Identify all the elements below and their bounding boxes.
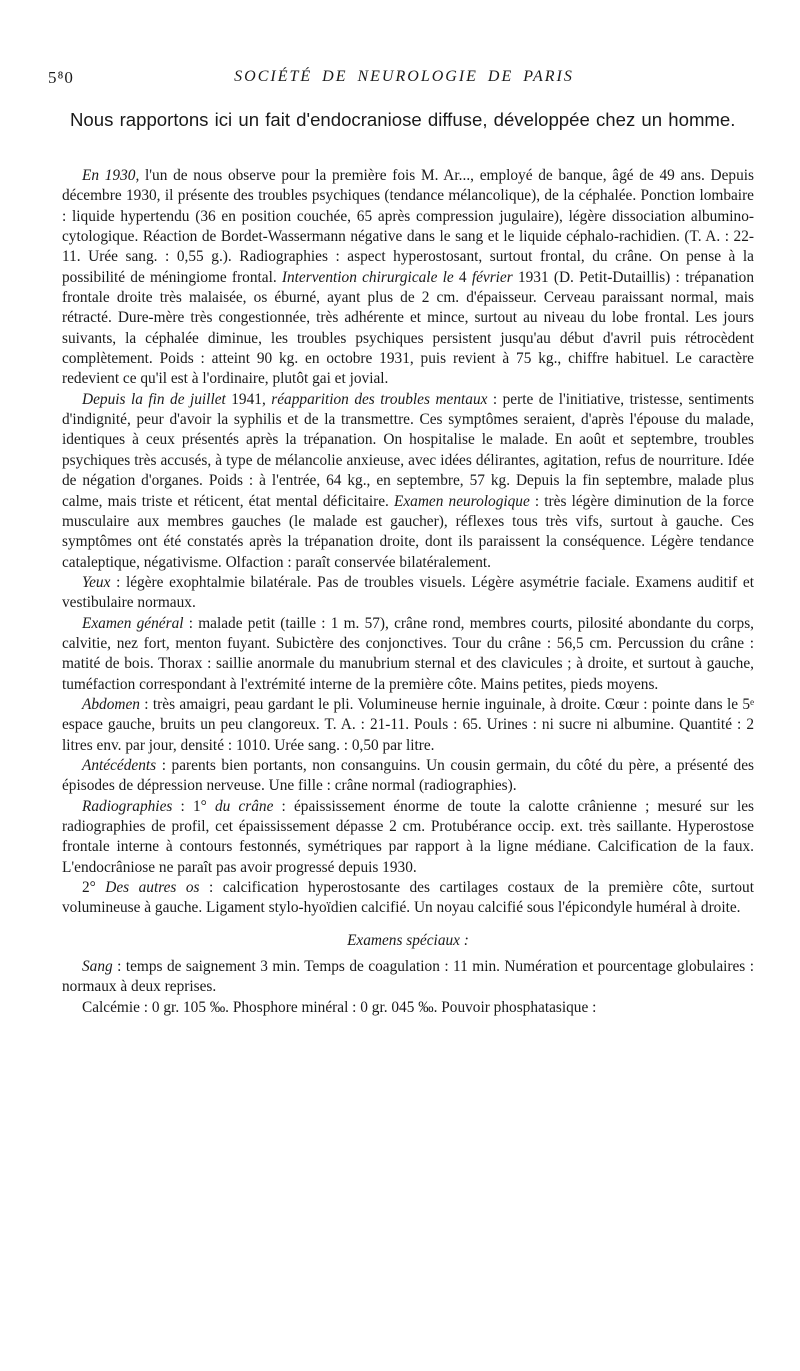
paragraph-radiographs-skull: Radiographies : 1° du crâne : épaississement énorme de toute la calotte crânienne ; mesuré sur les radiographies de profil, cet épaississement dépasse 2 cm. Protubérance occip. ext. très saillante. Hyperostose frontale interne à contours festonnés, symétriques par rapport à la ligne médiane. Calcification de la faux. L'endocrâniose ne paraît pas avoir progressé depuis 1930. xyxy=(62,797,754,876)
paragraph-radiographs-other: 2° Des autres os : calcification hyperostosante des cartilages costaux de la première côte, surtout volumineuse à gauche. Ligament stylo-hyoïdien calcifié. Un noyau calcifié sous l'épicondyle huméral à droite. xyxy=(62,879,754,917)
paragraph-blood: Sang : temps de saignement 3 min. Temps de coagulation : 11 min. Numération et pourcentage globulaires : normaux à deux reprises. xyxy=(62,958,754,996)
paragraph-history-family: Antécédents : parents bien portants, non consanguins. Un cousin germain, du côté du père, a présenté des épisodes de dépression nerveuse. Une fille : crâne normal (radiographies). xyxy=(62,756,754,795)
paragraph-history: En 1930, l'un de nous observe pour la première fois M. Ar..., employé de banque, âgé de 49 ans. Depuis décembre 1930, il présente des troubles psychiques (tendance mélancolique), de la céphalée. Ponction lombaire : liquide hypertendu (36 en position couchée, 65 après compression jugulaire), légère dissociation albumino-cytologique. Réaction de Bordet-Wassermann négative dans le sang et le liquide céphalo-rachidien. (T. A. : 22-11. Urée sang. : 0,55 g.). Radiographies : aspect hyperostosant, surtout frontal, du crâne. On pense à la possibilité de méningiome frontal. Intervention chirurgicale le 4 février 1931 (D. Petit-Dutaillis) : trépanation frontale droite très malaisée, os éburné, ayant plus de 2 cm. d'épaisseur. Cerveau paraissant normal, mais rétracté. Dure-mère très congestionnée, très adhérente et mince, surtout au niveau du lobe frontal. Les jours suivants, la céphalée diminue, les troubles psychiques persistent jusqu'au début d'avril puis rétrocèdent complètement. Poids : atteint 90 kg. en octobre 1931, puis revient à 75 kg., chiffre habituel. Le caractère redevient ce qu'il est à l'ordinaire, plutôt gai et jovial. xyxy=(62,167,755,388)
running-title: SOCIÉTÉ DE NEUROLOGIE DE PARIS xyxy=(234,68,574,85)
intro-sentence: Nous rapportons ici un fait d'endocraniose diffuse, développée chez un homme. xyxy=(70,109,736,130)
paragraph-eyes: Yeux : légère exophtalmie bilatérale. Pas de troubles visuels. Légère asymétrie faciale. Examens auditif et vestibulaire normaux. xyxy=(62,573,754,612)
page-header xyxy=(48,68,760,92)
paragraph-calcemia: Calcémie : 0 gr. 105 ‰. Phosphore minéral : 0 gr. 045 ‰. Pouvoir phosphatasique : xyxy=(82,998,597,1016)
paragraph-abdomen: Abdomen : très amaigri, peau gardant le pli. Volumineuse hernie inguinale, à droite. Cœur : pointe dans le 5ᵉ espace gauche, bruits un peu clangoreux. T. A. : 21-11. Pouls : 65. Urines : ni sucre ni albumine. Quantité : 2 litres env. par jour, densité : 1010. Urée sang. : 0,50 par litre. xyxy=(62,695,754,754)
page-number: 5⁸0 xyxy=(48,68,74,87)
paragraph-general-exam: Examen général : malade petit (taille : 1 m. 57), crâne rond, membres courts, pilosité abondante du corps, calvitie, nez fort, menton fuyant. Subictère des conjonctives. Tour du crâne : 56,5 cm. Percussion du crâne : matité de bois. Thorax : saillie anormale du manubrium sternal et des clavicules ; à droite, et surtout à gauche, tuméfaction correspondant à l'extrémité interne de la première côte. Mains petites, pieds moyens. xyxy=(62,614,755,693)
section-heading: Examens spéciaux : xyxy=(347,931,469,949)
paragraph-relapse: Depuis la fin de juillet 1941, réapparition des troubles mentaux : perte de l'initiative, tristesse, sentiments d'indignité, peur d'avoir la syphilis et de la transmettre. Ces symptômes seraient, d'après l'épouse du malade, identiques à ceux présentés après la trépanation. On hospitalise le malade. En août et septembre, troubles psychiques très accusés, à type de mélancolie anxieuse, avec idées délirantes, agitation, refus de nourriture. Idée de négation d'organes. Poids : à l'entrée, 64 kg., en septembre, 57 kg. Depuis la fin septembre, malade plus calme, mais triste et réticent, état mental déficitaire. Examen neurologique : très légère diminution de la force musculaire aux membres gauches (le malade est gaucher), réflexes tous très vifs, surtout à gauche. Ces symptômes ont été constatés après la trépanation droite, dont ils paraissent la conséquence. Légère tendance cataleptique, négativisme. Olfaction : paraît conservée bilatéralement. xyxy=(62,390,754,571)
body-text xyxy=(62,166,754,1018)
